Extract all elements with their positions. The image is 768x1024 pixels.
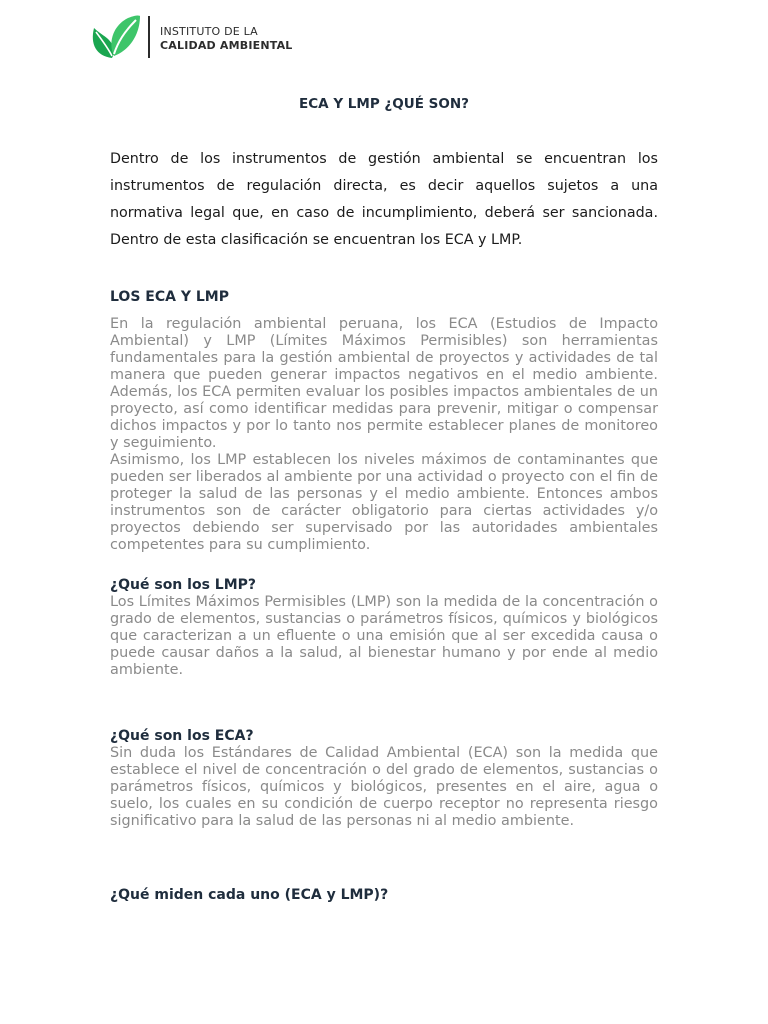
header-logo: [90, 14, 310, 60]
section-eca-lmp-paragraph-1: En la regulación ambiental peruana, los ECA (Estudios de Impacto Ambiental) y LMP (Límites Máximos Permisibles) son herramientas fundamentales para la gestión ambiental de proyectos y actividades de tal manera que pueden generar impactos negativos en el medio ambiente. Además, los ECA permiten evaluar los posibles impactos ambientales de un proyecto, así como identificar medidas para prevenir, mitigar o compensar dichos impactos y por lo tanto nos permite establecer planes de monitoreo y seguimiento.: [110, 316, 658, 451]
section-lmp-paragraph: Los Límites Máximos Permisibles (LMP) son la medida de la concentración o grado de elementos, sustancias o parámetros físicos, químicos y biológicos que caracterizan a un efluente o una emisión que al ser excedida causa o puede causar daños a la salud, al bienestar humano y por ende al medio ambiente.: [110, 594, 658, 678]
section-heading-que-son-lmp: ¿Qué son los LMP?: [110, 577, 257, 593]
section-heading-que-son-eca: ¿Qué son los ECA?: [110, 728, 254, 744]
logo-text-line1: INSTITUTO DE LA: [160, 25, 258, 38]
section-eca-lmp-paragraph-2: Asimismo, los LMP establecen los niveles máximos de contaminantes que pueden ser liberados al ambiente por una actividad o proyecto con el fin de proteger la salud de las personas y el medio ambiente. Entonces ambos instrumentos son de carácter obligatorio para ciertas actividades y/o proyectos debiendo ser supervisado por las autoridades ambientales competentes para su cumplimiento.: [110, 452, 658, 553]
leaf-logo-icon: [90, 14, 142, 60]
page-title: ECA Y LMP ¿QUÉ SON?: [299, 96, 469, 112]
section-heading-eca-lmp: LOS ECA Y LMP: [110, 289, 229, 305]
logo-divider: [148, 16, 150, 58]
section-eca-paragraph: Sin duda los Estándares de Calidad Ambiental (ECA) son la medida que establece el nivel de concentración o del grado de elementos, sustancias o parámetros físicos, químicos y biológicos, presentes en el aire, agua o suelo, los cuales en su condición de cuerpo receptor no representa riesgo significativo para la salud de las personas ni al medio ambiente.: [110, 745, 658, 829]
section-heading-que-miden: ¿Qué miden cada uno (ECA y LMP)?: [110, 887, 389, 903]
intro-paragraph: Dentro de los instrumentos de gestión ambiental se encuentran los instrumentos de regulación directa, es decir aquellos sujetos a una normativa legal que, en caso de incumplimiento, deberá ser sancionada. Dentro de esta clasificación se encuentran los ECA y LMP.: [110, 151, 658, 248]
logo-text-line2: CALIDAD AMBIENTAL: [160, 39, 293, 52]
